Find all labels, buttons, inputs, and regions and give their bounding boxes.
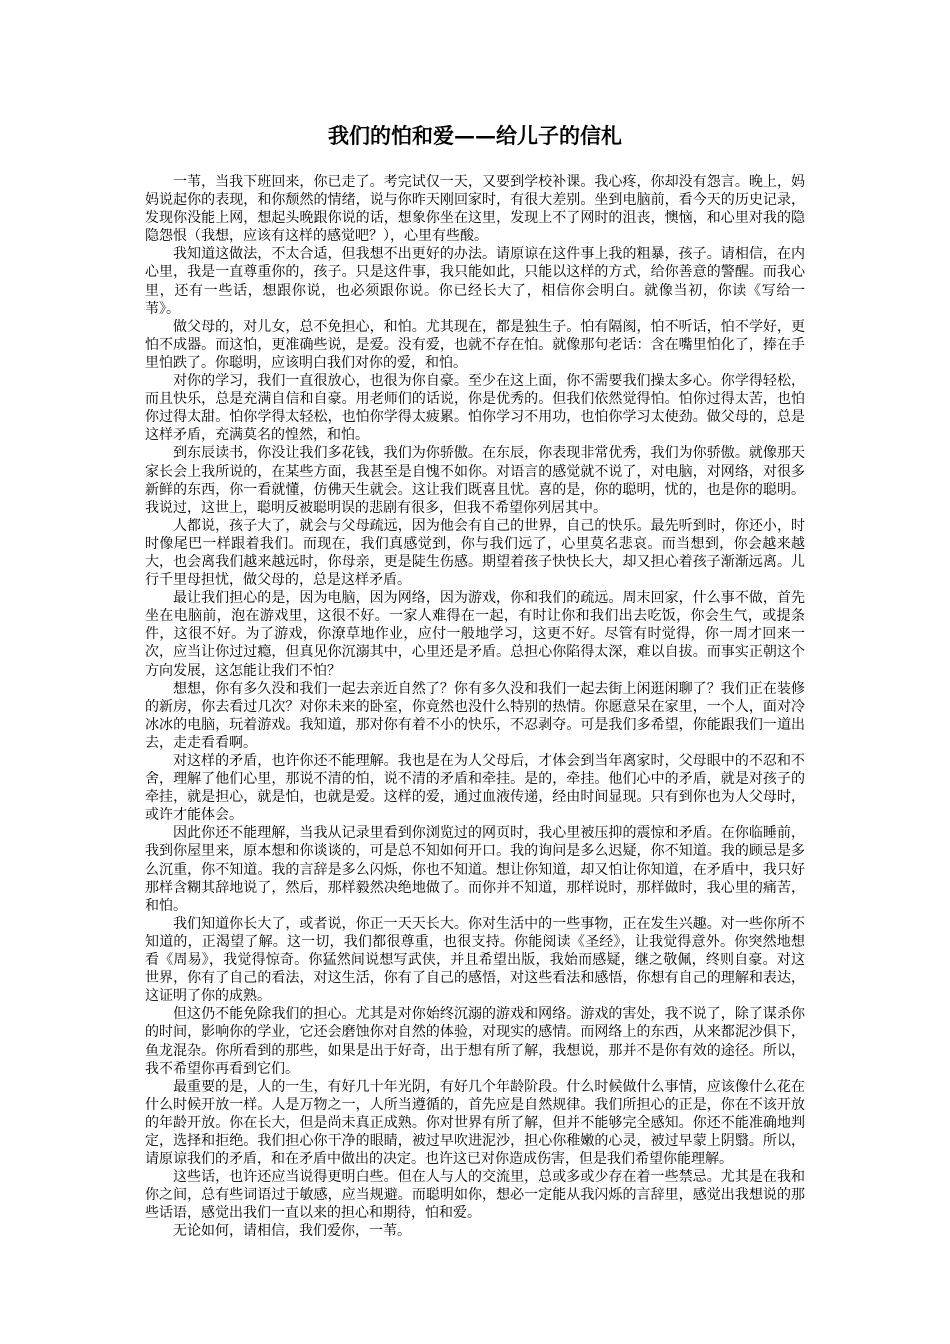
paragraph: 一苇，当我下班回来，你已走了。考完试仅一天，又要到学校补课。我心疼，你却没有怨言。晚上，妈妈说起你的表现，和你颓然的情绪，说与你昨天刚回家时，有很大差别。坐到电脑前，看今天的历史记录，发现你没能上网，想起头晚跟你说的话，想象你坐在这里，发现上不了网时的沮丧，懊恼，和心里对我的隐隐怨恨（我想，应该有这样的感觉吧？），心里有些酸。 — [145, 174, 805, 245]
paragraph: 做父母的，对儿女，总不免担心，和怕。尤其现在，都是独生子。怕有隔阂，怕不听话，怕不学好，更怕不成器。而这怕，更准确些说，是爱。没有爱，也就不存在怕。就像那句老话：含在嘴里怕化了，捧在手里怕跌了。你聪明，应该明白我们对你的爱，和怕。 — [145, 318, 805, 371]
paragraph: 因此你还不能理解，当我从记录里看到你浏览过的网页时，我心里被压抑的震惊和矛盾。在你临睡前，我到你屋里来，原本想和你谈谈的，可是总不知如何开口。我的询问是多么迟疑，你不知道。我的顾忌是多么沉重，你不知道。我的言辞是多么闪烁，你也不知道。想让你知道，却又怕让你知道，在矛盾中，我只好那样含糊其辞地说了，然后，那样毅然决绝地做了。而你并不知道，那样说时，那样做时，我心里的痛苦，和怕。 — [145, 825, 805, 914]
paragraph: 我们知道你长大了，或者说，你正一天天长大。你对生活中的一些事物，正在发生兴趣。对一些你所不知道的，正渴望了解。这一切，我们都很尊重，也很支持。你能阅读《圣经》，让我觉得意外。你突然地想看《周易》，我觉得惊奇。你猛然间说想写武侠，并且希望出版，我始而感疑，继之敬佩，终则自豪。对这世界，你有了自己的看法，对这生活，你有了自己的感悟，对这些看法和感悟，你想有自己的理解和表达，这证明了你的成熟。 — [145, 915, 805, 1005]
letter-body — [145, 173, 805, 1241]
paragraph: 想想，你有多久没和我们一起去亲近自然了？你有多久没和我们一起去街上闲逛闲聊了？我们正在装修的新房，你去看过几次？对你未来的卧室，你竟然也没什么特别的热情。你愿意呆在家里，一个人，面对冷冰冰的电脑，玩着游戏。我知道，那对你有着不小的快乐，不忍剥夺。可是我们多希望，你能跟我们一道出去，走走看看啊。 — [145, 680, 805, 751]
paragraph: 但这仍不能免除我们的担心。尤其是对你始终沉溺的游戏和网络。游戏的害处，我不说了，除了谋杀你的时间，影响你的学业，它还会磨蚀你对自然的体验，对现实的感情。而网络上的东西，从来都泥沙俱下，鱼龙混杂。你所看到的那些，如果是出于好奇，出于想有所了解，我想说，那并不是你有效的途径。所以，我不希望你再看到它们。 — [145, 1006, 805, 1077]
paragraph: 这些话，也许还应当说得更明白些。但在人与人的交流里，总或多或少存在着一些禁忌。尤其是在我和你之间，总有些词语过于敏感，应当规避。而聪明如你，想必一定能从我闪烁的言辞里，感觉出我想说的那些话语，感觉出我们一直以来的担心和期待，怕和爱。 — [145, 1169, 805, 1222]
paragraph: 无论如何，请相信，我们爱你，一苇。 — [173, 1223, 411, 1240]
document-title: 我们的怕和爱——给儿子的信札 — [328, 123, 622, 148]
paragraph: 对你的学习，我们一直很放心，也很为你自豪。至少在这上面，你不需要我们操太多心。你学得轻松，而且快乐，总是充满自信和自豪。用老师们的话说，你是优秀的。但我们依然觉得怕。怕你过得太苦，也怕你过得太甜。怕你学得太轻松，也怕你学得太疲累。怕你学习不用功，也怕你学习太使劲。做父母的，总是这样矛盾，充满莫名的惶然，和怕。 — [145, 373, 805, 444]
paragraph: 最重要的是，人的一生，有好几十年光阴，有好几个年龄阶段。什么时候做什么事情，应该像什么花在什么时候开放一样。人是万物之一，人所当遵循的，首先应是自然规律。我们所担心的正是，你在不该开放的年龄开放。你在长大，但是尚未真正成熟。你对世界有所了解，但并不能够完全感知。你还不能准确地判定，选择和拒绝。我们担心你干净的眼睛，被过早吹进泥沙，担心你稚嫩的心灵，被过早蒙上阴翳。所以，请原谅我们的矛盾，和在矛盾中做出的决定。也许这已对你造成伤害，但是我们希望你能理解。 — [145, 1078, 805, 1168]
paragraph: 到东辰读书，你没让我们多花钱，我们为你骄傲。在东辰，你表现非常优秀，我们为你骄傲。就像那天家长会上我所说的，在某些方面，我甚至是自愧不如你。对语言的感觉就不说了，对电脑，对网络，对很多新鲜的东西，你一看就懂，仿佛天生就会。这让我们既喜且忧。喜的是，你的聪明，忧的，也是你的聪明。我说过，这世上，聪明反被聪明误的悲剧有很多，但我不希望你列居其中。 — [145, 445, 805, 516]
paragraph: 我知道这做法，不太合适，但我想不出更好的办法。请原谅在这件事上我的粗暴，孩子。请相信，在内心里，我是一直尊重你的，孩子。只是这件事，我只能如此，只能以这样的方式，给你善意的警醒。而我心里，还有一些话，想跟你说，也必须跟你说。你已经长大了，相信你会明白。就像当初，你读《写给一苇》。 — [145, 246, 805, 317]
paragraph: 最让我们担心的是，因为电脑，因为网络，因为游戏，你和我们的疏远。周末回家，什么事不做，首先坐在电脑前，泡在游戏里，这很不好。一家人难得在一起，有时让你和我们出去吃饭，你会生气，或提条件，这很不好。为了游戏，你潦草地作业，应付一般地学习，这更不好。尽管有时觉得，你一周才回来一次，应当让你过过瘾，但真见你沉溺其中，心里还是矛盾。总担心你陷得太深，难以自拔。而事实正朝这个方向发展，这怎能让我们不怕？ — [145, 590, 805, 679]
paragraph: 对这样的矛盾，也许你还不能理解。我也是在为人父母后，才体会到当年离家时，父母眼中的不忍和不舍，理解了他们心里，那说不清的怕，说不清的矛盾和牵挂。是的，牵挂。他们心中的矛盾，就是对孩子的牵挂，就是担心，就是怕，也就是爱。这样的爱，通过血液传递，经由时间显现。只有到你也为人父母时，或许才能体会。 — [145, 753, 805, 824]
paragraph: 人都说，孩子大了，就会与父母疏远，因为他会有自己的世界，自己的快乐。最先听到时，你还小，时时像尾巴一样跟着我们。而现在，我们真感觉到，你与我们远了，心里莫名悲哀。而当想到，你会越来越大，也会离我们越来越远时，你母亲，更是陡生伤感。期望着孩子快快长大，却又担心着孩子渐渐远离。儿行千里母担忧，做父母的，总是这样矛盾。 — [145, 517, 805, 589]
